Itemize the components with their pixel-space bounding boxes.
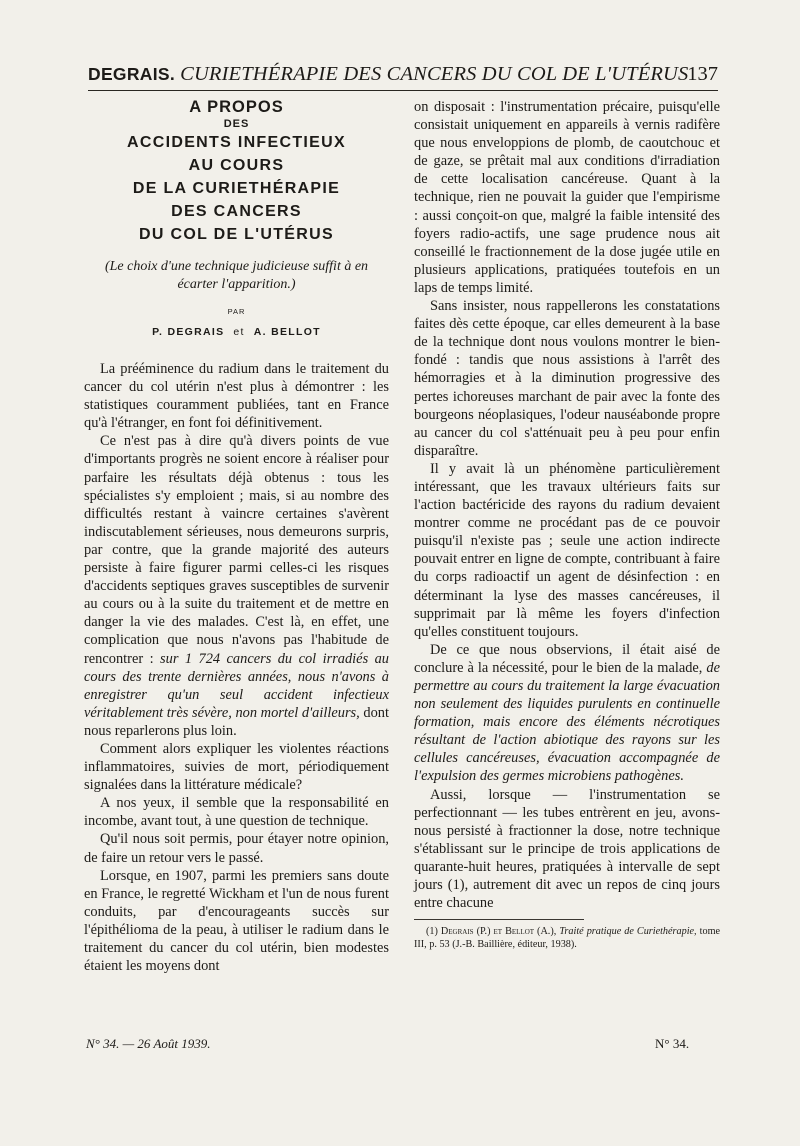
paragraph: Comment alors expliquer les violentes réactions inflammatoires, suivies de mort, périodiquement signalées dans la littérature médicale? <box>84 740 389 794</box>
header-authors: DEGRAIS. <box>88 64 175 84</box>
right-column <box>414 98 720 951</box>
paragraph: La prééminence du radium dans le traitement du cancer du col utérin n'est plus à démontrer : les statistiques couramment publiées, tant en France qu'à l'étranger, en font foi définitivement. <box>84 361 389 432</box>
paragraph <box>84 432 389 740</box>
title-line-1: A PROPOS <box>189 98 284 116</box>
paragraph: Qu'il nous soit permis, pour étayer notre opinion, de faire un retour vers le passé. <box>84 831 389 866</box>
left-body-text <box>84 360 389 975</box>
paragraph: Aussi, lorsque — l'instrumentation se perfectionnant — les tubes entrèrent en jeu, avons-nous persisté à fractionner la dose, notre technique s'établissant sur le principe de trois applications de quarante-huit heures, pratiquées à intervalle de sept jours (1), autrement dit avec un repos de cinq jours entre chacune <box>414 786 720 912</box>
running-header <box>88 60 718 91</box>
footnote-details: tome III, p. 53 (J.-B. Baillière, éditeur, 1938). <box>414 926 721 951</box>
title-line-7: DU COL DE L'UTÉRUS <box>139 226 334 243</box>
page-number: 137 <box>687 63 718 85</box>
title-line-2: DES <box>223 118 250 130</box>
title-line-3: ACCIDENTS INFECTIEUX <box>127 134 346 151</box>
article-subtitle: (Le choix d'une technique judicieuse suffit à en écarter l'apparition.) <box>104 259 369 292</box>
footnote-authors: Degrais (P.) et Bellot (A.), <box>440 926 557 938</box>
paragraph-text: De ce que nous observions, il était aisé de conclure à la nécessité, pour le bien de la malade, <box>414 641 720 676</box>
article-title <box>84 98 389 246</box>
emphasis-text: sur 1 724 cancers du col irradiés au cours des trente dernières années, nous n'avons à enregistrer qu'un seul accident infectieux véritablement très sévère, non mortel d'ailleurs, <box>84 650 390 721</box>
title-line-4: AU COURS <box>188 157 285 174</box>
paragraph: on disposait : l'instrumentation précaire, puisqu'elle consistait uniquement en appareils à vernis radifère que nous enveloppions de plomb, de caoutchouc et de gaze, se prêtait mal aux conditions d'irradiation de cette localisation cancéreuse. Quant à la technique, rien ne pouvait la guider que l'empirisme : aussi conçoit-on que, malgré la faible intensité des foyers radio-actifs, une sage prudence nous ait conseillé le fractionnement de la dose jugée utile en plusieurs applications, pratiquées toutefois en un laps de temps limité. <box>414 99 720 296</box>
by-label: PAR <box>227 307 246 316</box>
author-2: A. BELLOT <box>253 326 321 338</box>
paragraph-text: dont nous reparlerons plus loin. <box>84 704 389 739</box>
paragraph: Il y avait là un phénomène particulièrement intéressant, que les travaux ultérieurs faits sur l'action bactéricide des rayons du radium devaient montrer comme ne procédant pas de ce pouvoir puisqu'il n'existe pas ; seule une action indirecte pouvait entrer en ligne de compte, contribuant à faire du corps radioactif un agent de désinfection : en déterminant la lyse des masses cancéreuses, il supprimait par là même les foyers d'infection qu'elles constituent toujours. <box>414 460 720 640</box>
emphasis-text: de permettre au cours du traitement la large évacuation non seulement des liquides purulents en continuelle formation, mais encore des éléments nécrotiques résultant de l'action abiotique des rayons sur les cellules cancéreuses, évacuation accompagnée de l'expulsion des germes microbiens pathogènes. <box>414 659 720 785</box>
paragraph: Lorsque, en 1907, parmi les premiers sans doute en France, le regretté Wickham et l'un de nous furent conduits, par d'encourageants succès sur l'épithélioma de la peau, à utiliser le radium dans le traitement du cancer du col utérin, bien modestes étaient les moyens dont <box>84 867 389 975</box>
author-1: P. DEGRAIS <box>152 326 225 338</box>
paragraph: A nos yeux, il semble que la responsabilité en incombe, avant tout, à une question de technique. <box>84 795 389 830</box>
footnote-number: (1) <box>426 926 438 938</box>
header-title: CURIETHÉRAPIE DES CANCERS DU COL DE L'UTÉRUS <box>180 63 689 85</box>
issue-number: N° 34. <box>655 1036 690 1051</box>
left-column <box>84 98 389 975</box>
paragraph <box>414 641 720 786</box>
paragraph: Sans insister, nous rappellerons les constatations faites dès cette époque, car elles demeurent à la base de la technique dont nous voulons montrer le bien-fondé : tandis que nous assistions à l'arrêt des hémorragies et à la diminution progressive des pertes ichoreuses marchant de pair avec la fonte des bourgeons néoplasiques, l'odeur nauséabonde propre au cancer du col s'atténuait peu à peu pour enfin disparaître. <box>414 298 720 459</box>
footnote-divider <box>414 919 584 920</box>
title-line-6: DES CANCERS <box>171 203 302 220</box>
footnote <box>414 925 720 951</box>
paragraph-text: Ce n'est pas à dire qu'à divers points de vue d'importants progrès ne soient encore à réaliser pour parfaire les résultats déjà obtenus : tous les spécialistes s'y emploient ; mais, si au nombre des difficultés restant à vaincre certaines s'avèrent indiscutablement sérieuses, nous demeurons surpris, par contre, que la grande majorité des auteurs persiste à faire figurer parmi celles-ci les risques d'accidents septiques graves susceptibles de survenir au cours ou à la suite du traitement et de mettre en danger la vie des malades. C'est là, en effet, une complication que nous n'avons pas l'habitude de rencontrer : <box>84 433 389 667</box>
right-body-text <box>414 98 720 912</box>
title-line-5: DE LA CURIETHÉRAPIE <box>132 180 341 197</box>
footnote-book-title: Traité pratique de Curiethérapie, <box>559 926 697 938</box>
issue-date: N° 34. — 26 Août 1939. <box>86 1036 211 1051</box>
author-join: et <box>233 326 245 338</box>
article-authors <box>84 326 389 338</box>
